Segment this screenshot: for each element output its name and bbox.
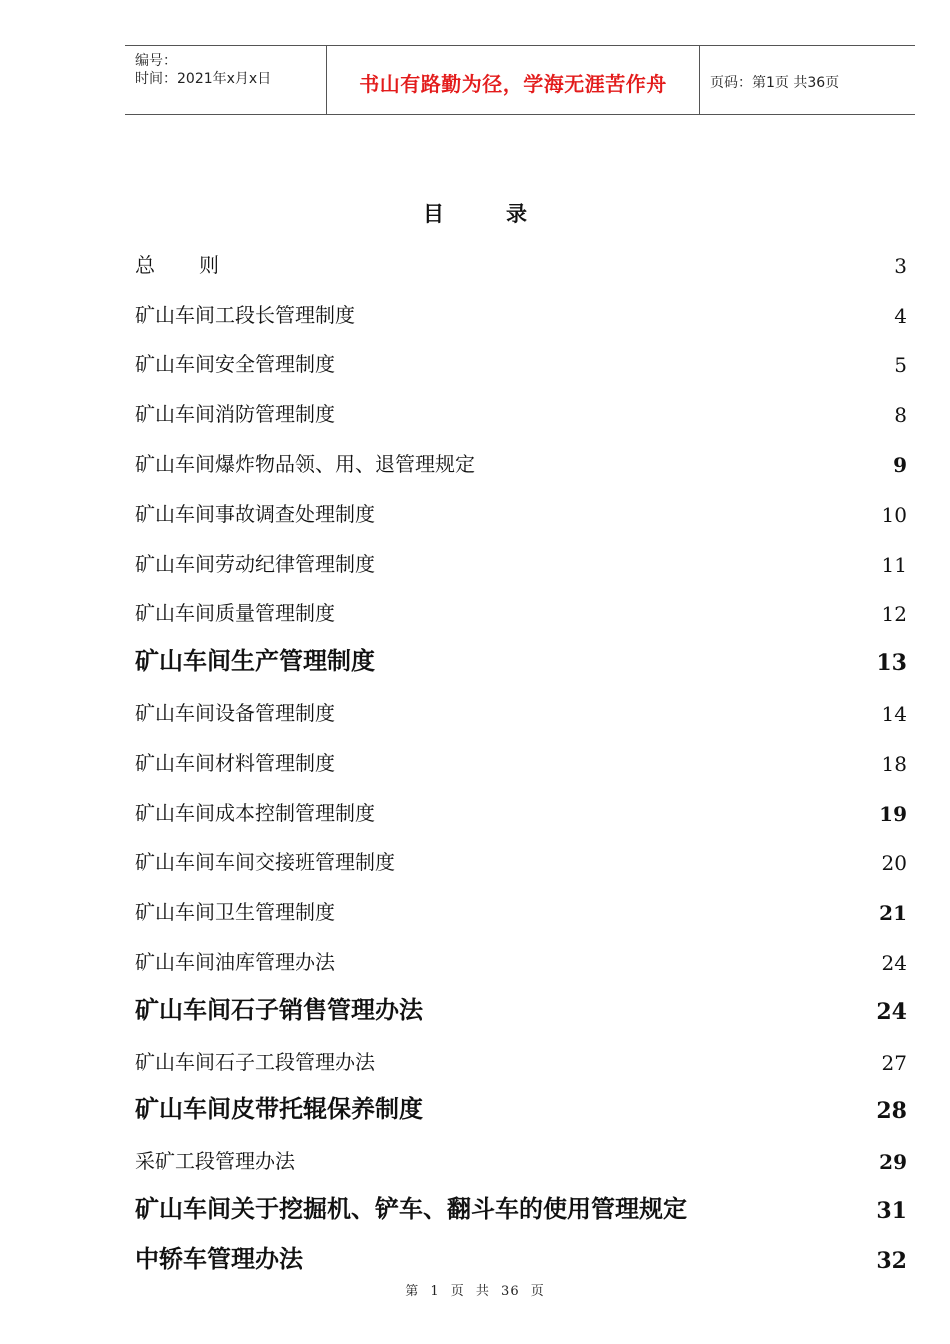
toc-entry-page: 27 — [881, 1050, 907, 1075]
toc-entry-page: 9 — [893, 452, 907, 477]
toc-entry-title: 矿山车间石子销售管理办法 — [135, 994, 423, 1024]
toc-entry-page: 20 — [881, 851, 907, 876]
toc-entry-title: 中轿车管理办法 — [135, 1243, 303, 1273]
toc-entry-page: 24 — [876, 998, 907, 1025]
toc-entry[interactable] — [135, 838, 907, 888]
toc-entry-title: 矿山车间油库管理办法 — [135, 949, 335, 974]
toc-entry[interactable] — [135, 1037, 907, 1087]
toc-entry[interactable] — [135, 638, 907, 688]
toc-entry-page: 21 — [879, 901, 907, 926]
toc-entry-title: 矿山车间质量管理制度 — [135, 601, 335, 626]
toc-entry[interactable] — [135, 788, 907, 838]
toc-entry-title: 矿山车间安全管理制度 — [135, 352, 335, 377]
toc-entry[interactable] — [135, 489, 907, 539]
header-motto: 书山有路勤为径，学海无涯苦作舟 — [359, 72, 667, 96]
page-header — [125, 45, 915, 115]
toc-entry[interactable] — [135, 1236, 907, 1286]
table-of-contents — [135, 240, 907, 1286]
toc-entry-title: 矿山车间事故调查处理制度 — [135, 501, 375, 526]
toc-entry[interactable] — [135, 1087, 907, 1137]
toc-entry[interactable] — [135, 340, 907, 390]
toc-entry[interactable] — [135, 290, 907, 340]
toc-entry[interactable] — [135, 1136, 907, 1186]
toc-entry-title: 采矿工段管理办法 — [135, 1149, 295, 1174]
toc-entry-title: 矿山车间劳动纪律管理制度 — [135, 551, 375, 576]
toc-entry-title: 矿山车间工段长管理制度 — [135, 302, 355, 327]
toc-entry[interactable] — [135, 1186, 907, 1236]
toc-entry-page: 19 — [879, 801, 907, 826]
toc-title: 目录 — [423, 201, 589, 226]
toc-entry-page: 4 — [894, 303, 907, 328]
header-motto-cell — [326, 46, 700, 114]
toc-entry-title: 矿山车间生产管理制度 — [135, 646, 375, 676]
toc-entry-title: 矿山车间消防管理制度 — [135, 402, 335, 427]
header-page-info: 页码：第1页 共36页 — [710, 75, 840, 91]
toc-entry-page: 18 — [881, 751, 907, 776]
toc-entry[interactable] — [135, 389, 907, 439]
toc-entry-page: 28 — [876, 1098, 907, 1125]
toc-entry-title: 矿山车间皮带托辊保养制度 — [135, 1094, 423, 1124]
toc-entry-title: 矿山车间卫生管理制度 — [135, 900, 335, 925]
toc-entry-page: 8 — [894, 403, 907, 428]
toc-entry-title: 矿山车间爆炸物品领、用、退管理规定 — [135, 451, 475, 476]
toc-entry[interactable] — [135, 738, 907, 788]
toc-entry-page: 24 — [881, 950, 907, 975]
toc-entry-page: 13 — [876, 650, 907, 677]
toc-entry[interactable] — [135, 887, 907, 937]
document-date: 时间：2021年x月x日 — [135, 71, 272, 87]
toc-entry-page: 14 — [881, 701, 907, 726]
toc-entry-page: 3 — [894, 253, 907, 278]
toc-entry[interactable] — [135, 539, 907, 589]
toc-entry[interactable] — [135, 240, 907, 290]
toc-entry-page: 12 — [881, 602, 907, 627]
toc-entry-title: 矿山车间车间交接班管理制度 — [135, 850, 395, 875]
toc-entry-page: 11 — [881, 552, 907, 577]
toc-entry-title: 矿山车间设备管理制度 — [135, 700, 335, 725]
toc-entry-page: 10 — [881, 502, 907, 527]
toc-entry-page: 5 — [894, 353, 907, 378]
toc-entry[interactable] — [135, 688, 907, 738]
page-footer: 第 1 页 共 36 页 — [405, 1284, 545, 1299]
header-meta — [125, 46, 325, 114]
toc-entry[interactable] — [135, 589, 907, 639]
toc-entry[interactable] — [135, 439, 907, 489]
toc-entry-title: 矿山车间材料管理制度 — [135, 750, 335, 775]
toc-entry-title: 矿山车间成本控制管理制度 — [135, 800, 375, 825]
toc-entry[interactable] — [135, 987, 907, 1037]
toc-entry-page: 32 — [876, 1247, 907, 1274]
document-number-label: 编号： — [135, 53, 177, 69]
toc-entry-page: 29 — [879, 1150, 907, 1175]
header-page-cell — [700, 46, 915, 114]
toc-entry-page: 31 — [876, 1197, 907, 1224]
toc-entry[interactable] — [135, 937, 907, 987]
toc-entry-title: 总则 — [135, 252, 263, 277]
toc-entry-title: 矿山车间关于挖掘机、铲车、翻斗车的使用管理规定 — [135, 1193, 687, 1223]
toc-entry-title: 矿山车间石子工段管理办法 — [135, 1049, 375, 1074]
